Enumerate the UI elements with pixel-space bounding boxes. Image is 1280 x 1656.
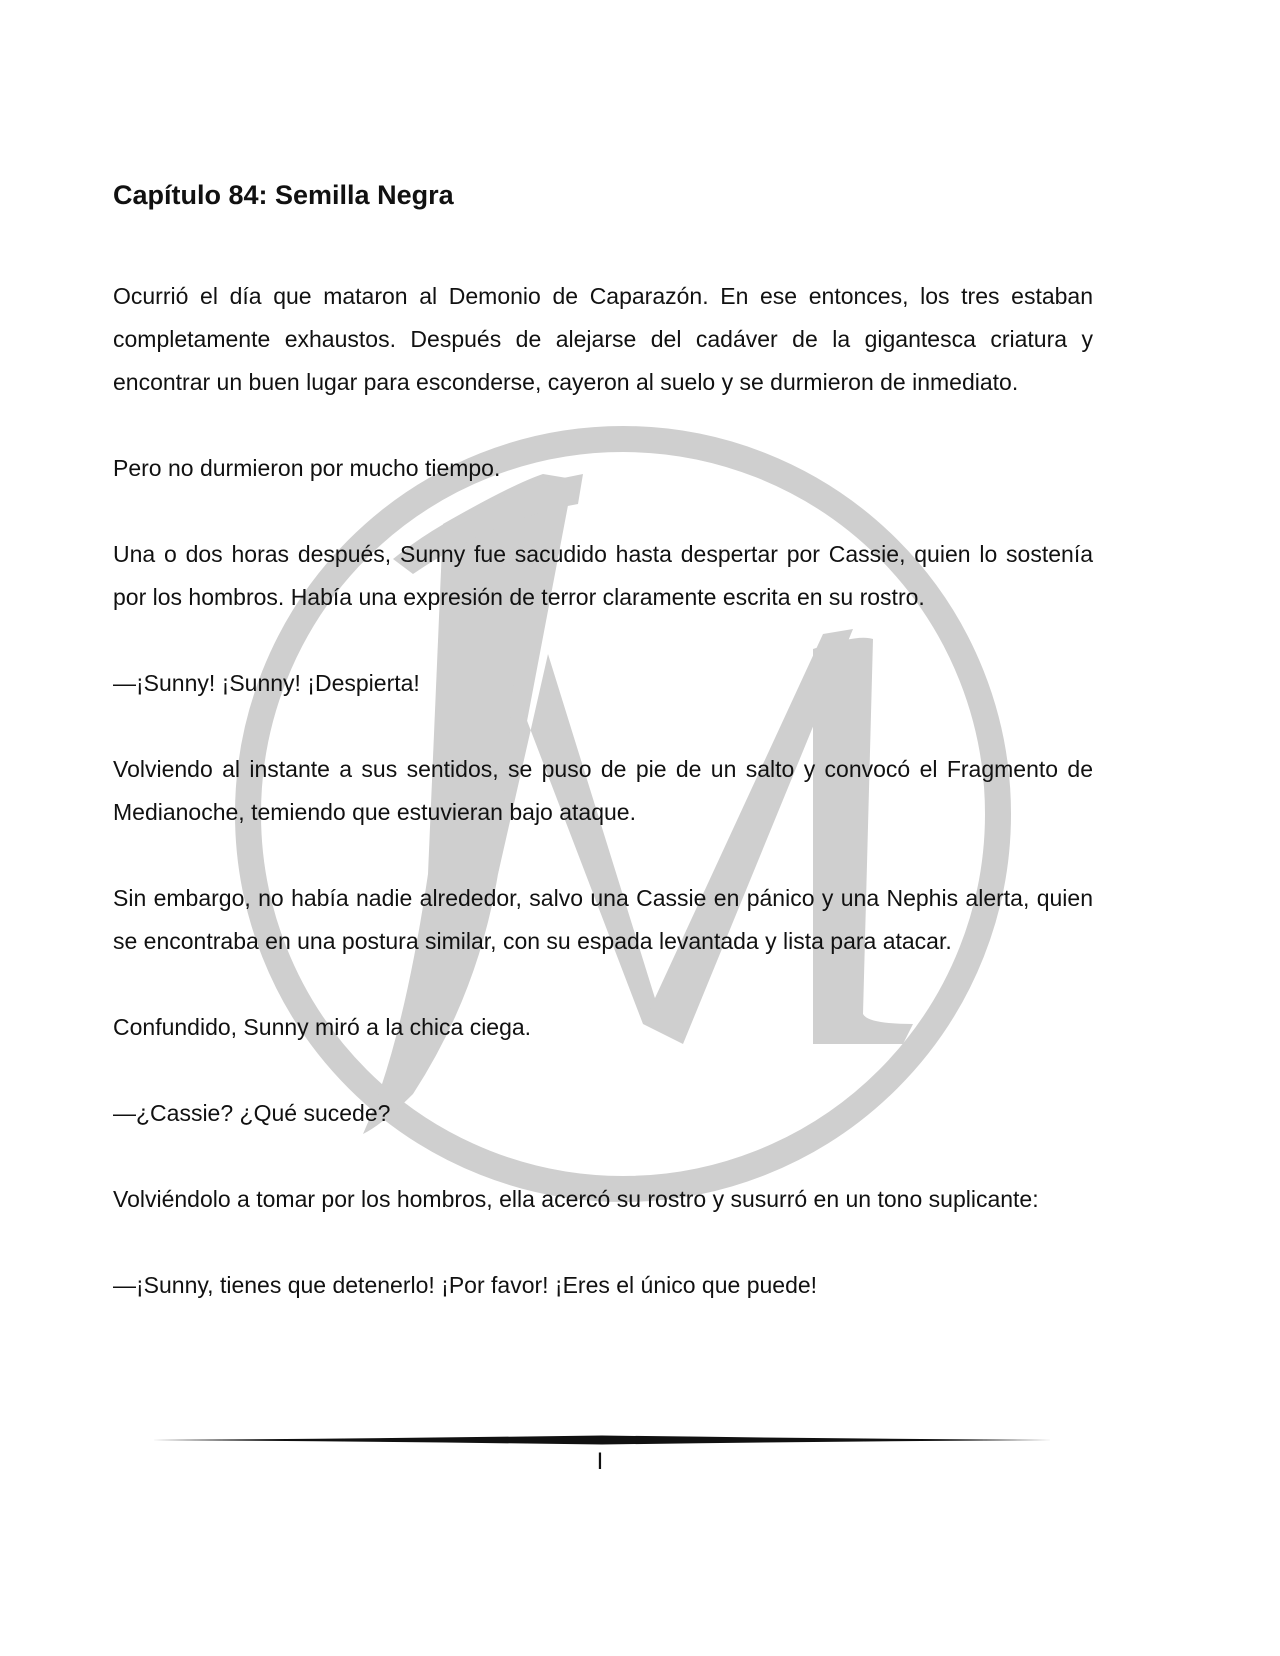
page-number: I <box>596 1448 604 1475</box>
paragraph: Ocurrió el día que mataron al Demonio de Caparazón. En ese entonces, los tres estaban completamente exhaustos. Después de alejarse del cadáver de la gigantesca criatura y encontrar un buen lugar para esconderse, cayeron al suelo y se durmieron de inmediato. <box>113 283 1093 395</box>
paragraph: —¡Sunny! ¡Sunny! ¡Despierta! <box>113 670 420 696</box>
paragraph: Pero no durmieron por mucho tiempo. <box>113 455 501 481</box>
paragraph: Volviendo al instante a sus sentidos, se puso de pie de un salto y convocó el Fragmento de Medianoche, temiendo que estuvieran bajo ataque. <box>113 756 1093 825</box>
paragraph: —¡Sunny, tienes que detenerlo! ¡Por favor! ¡Eres el único que puede! <box>113 1272 818 1298</box>
paragraph: —¿Cassie? ¿Qué sucede? <box>113 1100 391 1126</box>
paragraph: Sin embargo, no había nadie alrededor, salvo una Cassie en pánico y una Nephis alerta, quien se encontraba en una postura similar, con su espada levantada y lista para atacar. <box>113 885 1093 954</box>
page-content <box>113 178 1093 1350</box>
paragraph: Confundido, Sunny miró a la chica ciega. <box>113 1014 532 1040</box>
paragraph: Volviéndolo a tomar por los hombros, ella acercó su rostro y susurró en un tono suplicante: <box>113 1186 1039 1212</box>
footer-divider <box>152 1434 1052 1446</box>
chapter-title: Capítulo 84: Semilla Negra <box>113 180 454 210</box>
paragraph: Una o dos horas después, Sunny fue sacudido hasta despertar por Cassie, quien lo sostenía por los hombros. Había una expresión de terror claramente escrita en su rostro. <box>113 541 1093 610</box>
